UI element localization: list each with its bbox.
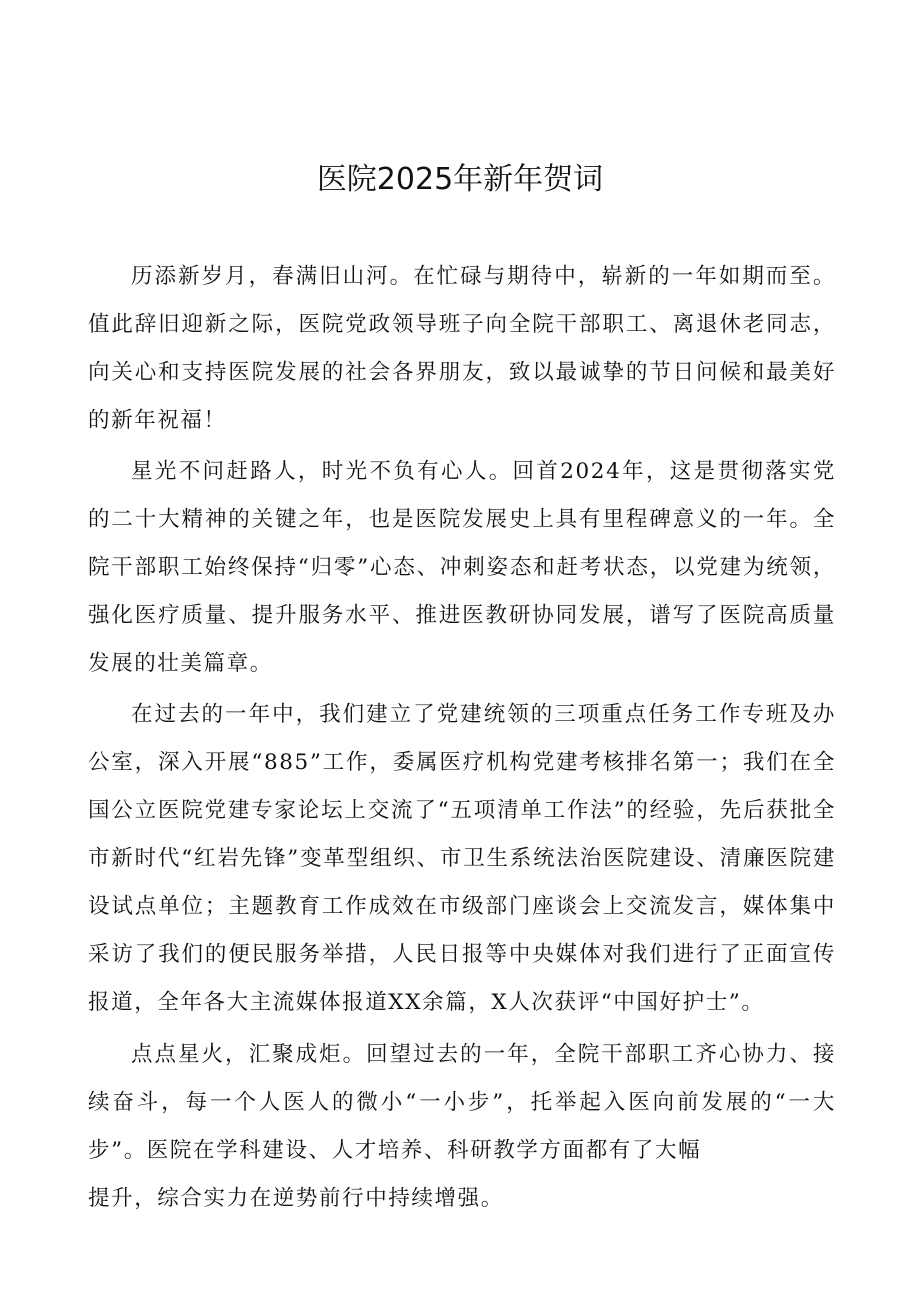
paragraph-4: 点点星火，汇聚成炬。回望过去的一年，全院干部职工齐心协力、接续奋斗，每一个人医人的微小“一小步”，托举起入医向前发展的“一大步”。医院在学科建设、人才培养、科研教学方面都有了大幅 [88, 1042, 836, 1163]
document-body [88, 253, 836, 1226]
paragraph-4-tail: 提升，综合实力在逆势前行中持续增强。 [88, 1186, 504, 1211]
document-title: 医院2025年新年贺词 [316, 162, 604, 197]
paragraph-3: 在过去的一年中，我们建立了党建统领的三项重点任务工作专班及办公室，深入开展“885”工作，委属医疗机构党建考核排名第一；我们在全国公立医院党建专家论坛上交流了“五项清单工作法”的经验，先后获批全市新时代“红岩先锋”变革型组织、市卫生系统法治医院建设、清廉医院建设试点单位；主题教育工作成效在市级部门座谈会上交流发言，媒体集中采访了我们的便民服务举措，人民日报等中央媒体对我们进行了正面宣传报道，全年各大主流媒体报道XX余篇，X人次获评“中国好护士”。 [88, 702, 836, 1015]
paragraph-1: 历添新岁月，春满旧山河。在忙碌与期待中，崭新的一年如期而至。值此辞旧迎新之际，医院党政领导班子向全院干部职工、离退休老同志，向关心和支持医院发展的社会各界朋友，致以最诚挚的节日问候和最美好的新年祝福！ [88, 264, 836, 433]
paragraph-2: 星光不问赶路人，时光不负有心人。回首2024年，这是贯彻落实党的二十大精神的关键之年，也是医院发展史上具有里程碑意义的一年。全院干部职工始终保持“归零”心态、冲刺姿态和赶考状态，以党建为统领，强化医疗质量、提升服务水平、推进医教研协同发展，谱写了医院高质量发展的壮美篇章。 [88, 459, 836, 676]
